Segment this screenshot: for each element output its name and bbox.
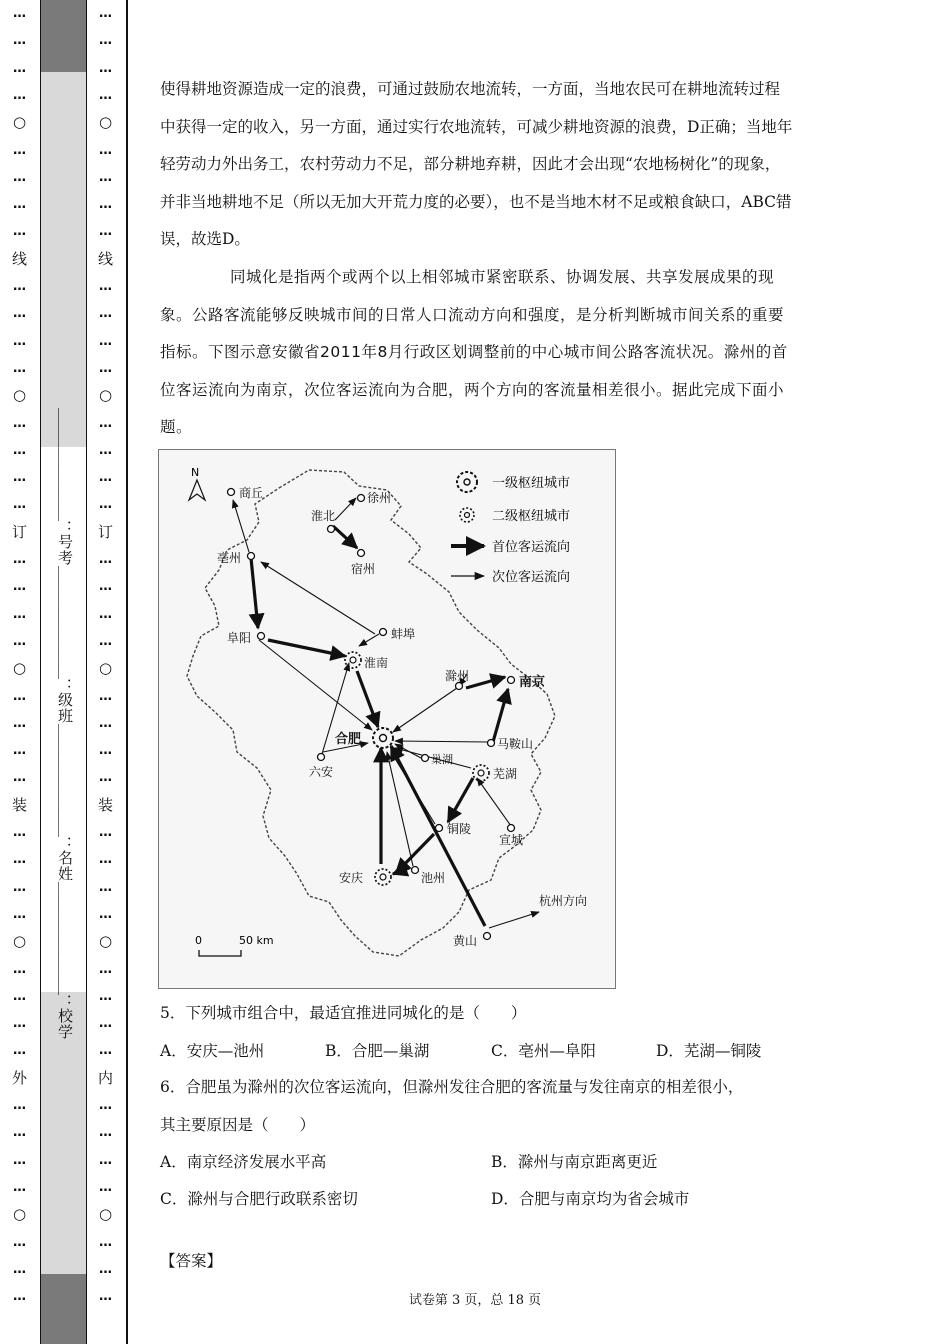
binding-dot-mark: …: [13, 988, 27, 1004]
flow-tongling-hefei: [391, 752, 435, 824]
binding-dot-mark: …: [99, 688, 113, 704]
anhui-passenger-flow-map: [158, 449, 616, 989]
field-school: 校学: [56, 1008, 74, 1040]
binding-dot-mark: …: [13, 142, 27, 158]
binding-dot-mark: …: [13, 1125, 27, 1141]
binding-dot-mark: …: [99, 197, 113, 213]
binding-dot-mark: …: [99, 1234, 113, 1250]
city-maanshan-dot: [488, 740, 495, 747]
binding-dot-mark: …: [99, 743, 113, 759]
binding-dot-mark: …: [99, 87, 113, 103]
answer-explanation: 使得耕地资源造成一定的浪费，可通过鼓励农地流转，一方面，当地农民可在耕地流转过程中获得一定的收入，另一方面，通过实行农地流转，可减少耕地资源的浪费，D正确；当地年轻劳动力外出务工，农村劳动力不足，部分耕地弃耕，因此才会出现“农地杨树化”的现象，并非当地耕地不足（所以无加大开荒力度的必要），也不是当地木材不足或粮食缺口，ABC错误，故选D。: [160, 80, 793, 248]
fill-line: ＿＿＿＿＿＿＿＿：: [56, 882, 74, 1008]
label-chizhou: 池州: [421, 871, 446, 885]
scale-bar: [195, 934, 274, 956]
binding-circle-mark: ○: [98, 932, 114, 951]
binding-circle-mark: ○: [12, 659, 28, 678]
binding-dot-mark: …: [13, 1234, 27, 1250]
binding-dot-mark: …: [99, 552, 113, 567]
secondary-flows: [233, 498, 539, 928]
city-huangshan-dot: [484, 933, 491, 940]
binding-dot-mark: …: [13, 415, 27, 431]
q6-option-b[interactable]: B．滁州与南京距离更近: [491, 1153, 658, 1171]
binding-dot-mark: …: [99, 470, 113, 486]
binding-dot-mark: …: [99, 497, 113, 513]
binding-dot-mark: …: [13, 60, 27, 76]
binding-dot-mark: …: [13, 1152, 27, 1168]
q6-option-d[interactable]: D．合肥与南京均为省会城市: [491, 1190, 690, 1208]
binding-dot-mark: …: [13, 6, 27, 21]
label-chaohu: 巢湖: [431, 753, 453, 766]
binding-dot-mark: …: [99, 333, 113, 349]
binding-dot-mark: …: [99, 142, 113, 158]
city-huaibei-dot: [328, 526, 335, 533]
q6-option-c[interactable]: C．滁州与合肥行政联系密切: [160, 1190, 358, 1208]
binding-dot-mark: …: [99, 1016, 113, 1032]
binding-dot-mark: …: [99, 852, 113, 868]
binding-dot-mark: …: [99, 1152, 113, 1168]
binding-dot-mark: …: [99, 1098, 113, 1113]
binding-dot-mark: …: [13, 825, 27, 840]
label-shangqiu: 商丘: [239, 486, 264, 500]
city-bengbu-dot: [380, 629, 387, 636]
binding-dot-mark: …: [13, 1289, 27, 1305]
question-6-stem-line1: 6．合肥虽为滁州的次位客运流向，但滁州发往合肥的客流量与发往南京的相差很小，: [160, 1078, 744, 1096]
binding-dot-mark: …: [99, 633, 113, 649]
binding-dot-mark: …: [13, 33, 27, 49]
flow-huaibei-suzhou: [333, 526, 357, 548]
label-luan: 六安: [309, 765, 334, 779]
binding-dot-mark: …: [99, 224, 113, 240]
flow-chuzhou-nanjing: [466, 677, 505, 688]
map-figure: [159, 450, 615, 988]
binding-dot-mark: …: [99, 961, 113, 977]
binding-dot-mark: …: [13, 169, 27, 185]
binding-label-mark: 内: [97, 1068, 114, 1087]
binding-dot-mark: …: [99, 825, 113, 840]
binding-margin-left: [0, 0, 40, 1344]
binding-divider: [86, 0, 87, 1344]
city-fuyang-dot: [258, 633, 265, 640]
binding-dot-mark: …: [13, 606, 27, 622]
binding-divider: [40, 0, 41, 1344]
label-anqing: 安庆: [339, 871, 364, 885]
binding-dot-mark: …: [13, 87, 27, 103]
flow-bengbu-huainan: [359, 634, 379, 646]
binding-label-mark: 线: [97, 249, 114, 268]
label-huainan: 淮南: [364, 656, 389, 670]
binding-label-mark: 装: [97, 795, 114, 814]
binding-dot-mark: …: [99, 579, 113, 595]
binding-dot-mark: …: [13, 224, 27, 240]
page-footer: 试卷第 3 页，总 18 页: [408, 1293, 542, 1308]
flow-xuancheng-wuhu: [477, 778, 511, 826]
legend-secondary-flow: 次位客运流向: [492, 570, 571, 585]
city-suzhou-dot: [358, 550, 365, 557]
label-bozhou: 亳州: [217, 551, 242, 565]
binding-dot-mark: …: [13, 333, 27, 349]
fill-line: ＿＿＿＿＿＿＿＿：: [56, 566, 74, 692]
label-huangshan: 黄山: [453, 934, 478, 948]
binding-label-mark: 外: [11, 1068, 28, 1087]
field-class: 级班: [56, 692, 74, 724]
flow-huangshan-hangzhou: [489, 912, 539, 928]
binding-dark-block-bottom: [40, 1274, 86, 1344]
binding-dot-mark: …: [99, 715, 113, 731]
label-hefei: 合肥: [335, 732, 362, 747]
label-xuancheng: 宣城: [499, 833, 524, 847]
label-fuyang: 阜阳: [227, 631, 252, 645]
binding-dot-mark: …: [13, 552, 27, 567]
binding-circle-mark: ○: [12, 1205, 28, 1224]
city-luan-dot: [318, 754, 325, 761]
legend-primary-hub-icon: [457, 472, 477, 492]
flow-wuhu-tongling: [448, 778, 473, 822]
flow-maanshan-hefei: [395, 741, 489, 742]
question-6-stem-line2: 其主要原因是（ ）: [160, 1116, 316, 1134]
binding-dot-mark: …: [13, 715, 27, 731]
flow-chuzhou-hefei: [393, 688, 457, 732]
city-bozhou-dot: [248, 553, 255, 560]
binding-dot-mark: …: [13, 1043, 27, 1059]
city-chaohu-dot: [422, 755, 429, 762]
binding-dot-mark: …: [13, 743, 27, 759]
answer-label: 【答案】: [160, 1252, 223, 1270]
q5-option-d[interactable]: D．芜湖—铜陵: [656, 1042, 762, 1060]
label-tongling: 铜陵: [447, 822, 472, 836]
binding-dot-mark: …: [99, 279, 113, 294]
binding-dot-mark: …: [13, 770, 27, 786]
binding-dot-mark: …: [13, 961, 27, 977]
label-huaibei: 淮北: [311, 509, 336, 523]
city-chuzhou-dot: [456, 683, 463, 690]
binding-dot-mark: …: [99, 906, 113, 922]
binding-dot-mark: …: [13, 1179, 27, 1195]
binding-dot-mark: …: [13, 1261, 27, 1277]
binding-dark-block-top: [40, 0, 86, 72]
flow-huainan-hefei: [357, 671, 378, 727]
binding-dot-mark: …: [13, 197, 27, 213]
binding-dot-mark: …: [99, 442, 113, 458]
flow-fuyang-hefei: [259, 640, 372, 730]
label-chuzhou: 滁州: [445, 669, 470, 683]
question-5-stem: 5．下列城市组合中，最适宜推进同城化的是（ ）: [160, 1004, 527, 1022]
binding-dot-mark: …: [13, 852, 27, 868]
binding-circle-mark: ○: [98, 113, 114, 132]
label-bengbu: 蚌埠: [391, 627, 416, 641]
binding-dot-mark: …: [13, 360, 27, 376]
label-suzhou: 宿州: [351, 562, 376, 576]
north-label: N: [191, 466, 200, 479]
binding-dot-mark: …: [13, 306, 27, 322]
binding-dot-mark: …: [99, 1125, 113, 1141]
binding-dot-mark: …: [99, 60, 113, 76]
binding-circle-mark: ○: [98, 659, 114, 678]
binding-dot-mark: …: [99, 306, 113, 322]
binding-dot-mark: …: [99, 770, 113, 786]
scale-zero: 0: [195, 934, 202, 947]
legend-secondary-hub-icon: [460, 508, 474, 522]
binding-circle-mark: ○: [12, 932, 28, 951]
field-exam-number: 号考: [56, 534, 74, 566]
legend-primary-hub: 一级枢纽城市: [492, 476, 571, 491]
q5-option-a[interactable]: A．安庆—池州: [160, 1042, 265, 1060]
binding-circle-mark: ○: [12, 386, 28, 405]
flow-maanshan-nanjing: [493, 689, 508, 742]
q6-option-a[interactable]: A．南京经济发展水平高: [160, 1153, 327, 1171]
binding-dot-mark: …: [99, 360, 113, 376]
binding-light-block: [40, 72, 86, 447]
map-legend: [451, 472, 570, 585]
binding-dot-mark: …: [13, 470, 27, 486]
binding-dot-mark: …: [13, 279, 27, 294]
primary-flows: [251, 526, 508, 926]
binding-dot-mark: …: [99, 606, 113, 622]
binding-label-mark: 订: [97, 522, 114, 541]
binding-label-mark: 订: [11, 522, 28, 541]
binding-dot-mark: …: [13, 633, 27, 649]
q5-option-b[interactable]: B．合肥—巢湖: [325, 1042, 430, 1060]
city-shangqiu-dot: [228, 489, 235, 496]
binding-dot-mark: …: [99, 169, 113, 185]
north-arrow-icon: [189, 480, 205, 500]
city-chizhou-dot: [412, 867, 419, 874]
binding-circle-mark: ○: [98, 1205, 114, 1224]
binding-dot-mark: …: [99, 1261, 113, 1277]
legend-primary-flow: 首位客运流向: [492, 540, 571, 555]
binding-dot-mark: …: [13, 1016, 27, 1032]
label-nanjing: 南京: [519, 675, 546, 690]
binding-dot-mark: …: [99, 879, 113, 895]
flow-bozhou-shangqiu: [233, 500, 249, 552]
city-xuancheng-dot: [508, 825, 515, 832]
binding-dot-mark: …: [13, 906, 27, 922]
scale-label: 50 km: [239, 934, 274, 947]
binding-dot-mark: …: [99, 1179, 113, 1195]
fill-line: ＿＿＿＿＿＿＿＿：: [56, 724, 74, 850]
binding-dot-mark: …: [13, 497, 27, 513]
fill-line: ＿＿＿＿＿＿＿＿：: [56, 408, 74, 534]
binding-dot-mark: …: [99, 33, 113, 49]
binding-margin-right: [86, 0, 128, 1344]
flow-bozhou-fuyang: [251, 558, 258, 628]
label-hangzhou-direction: 杭州方向: [539, 894, 588, 908]
binding-circle-mark: ○: [12, 113, 28, 132]
city-tongling-dot: [436, 825, 443, 832]
label-wuhu: 芜湖: [493, 767, 518, 781]
flow-huangshan-hefei: [391, 746, 485, 926]
city-nanjing-dot: [508, 677, 515, 684]
student-info-fields: [52, 408, 76, 1040]
binding-dot-mark: …: [13, 579, 27, 595]
binding-dot-mark: …: [99, 988, 113, 1004]
binding-circle-mark: ○: [98, 386, 114, 405]
binding-label-mark: 装: [11, 795, 28, 814]
field-name: 名姓: [56, 850, 74, 882]
label-maanshan: 马鞍山: [497, 737, 534, 751]
question-intro: 同城化是指两个或两个以上相邻城市紧密联系、协调发展、共享发展成果的现象。公路客流能够反映城市间的日常人口流动方向和强度，是分析判断城市间关系的重要指标。下图示意安徽省2011年8月行政区划调整前的中心城市间公路客流状况。滁州的首位客运流向为南京，次位客运流向为合肥，两个方向的客流量相差很小。据此完成下面小题。: [160, 268, 788, 436]
flow-huaibei-xuzhou: [335, 498, 356, 520]
binding-dot-mark: …: [13, 1098, 27, 1113]
binding-dot-mark: …: [99, 415, 113, 431]
q5-option-c[interactable]: C．亳州—阜阳: [491, 1042, 596, 1060]
binding-dot-mark: …: [99, 6, 113, 21]
label-xuzhou: 徐州: [367, 491, 392, 505]
binding-dot-mark: …: [13, 442, 27, 458]
flow-chizhou-hefei: [387, 752, 413, 866]
city-xuzhou-dot: [358, 495, 365, 502]
legend-secondary-hub: 二级枢纽城市: [492, 509, 571, 524]
binding-label-mark: 线: [11, 249, 28, 268]
binding-dot-mark: …: [13, 879, 27, 895]
binding-dot-mark: …: [13, 688, 27, 704]
flow-fuyang-huainan: [268, 640, 345, 656]
binding-dot-mark: …: [99, 1043, 113, 1059]
binding-dot-mark: …: [99, 1289, 113, 1305]
